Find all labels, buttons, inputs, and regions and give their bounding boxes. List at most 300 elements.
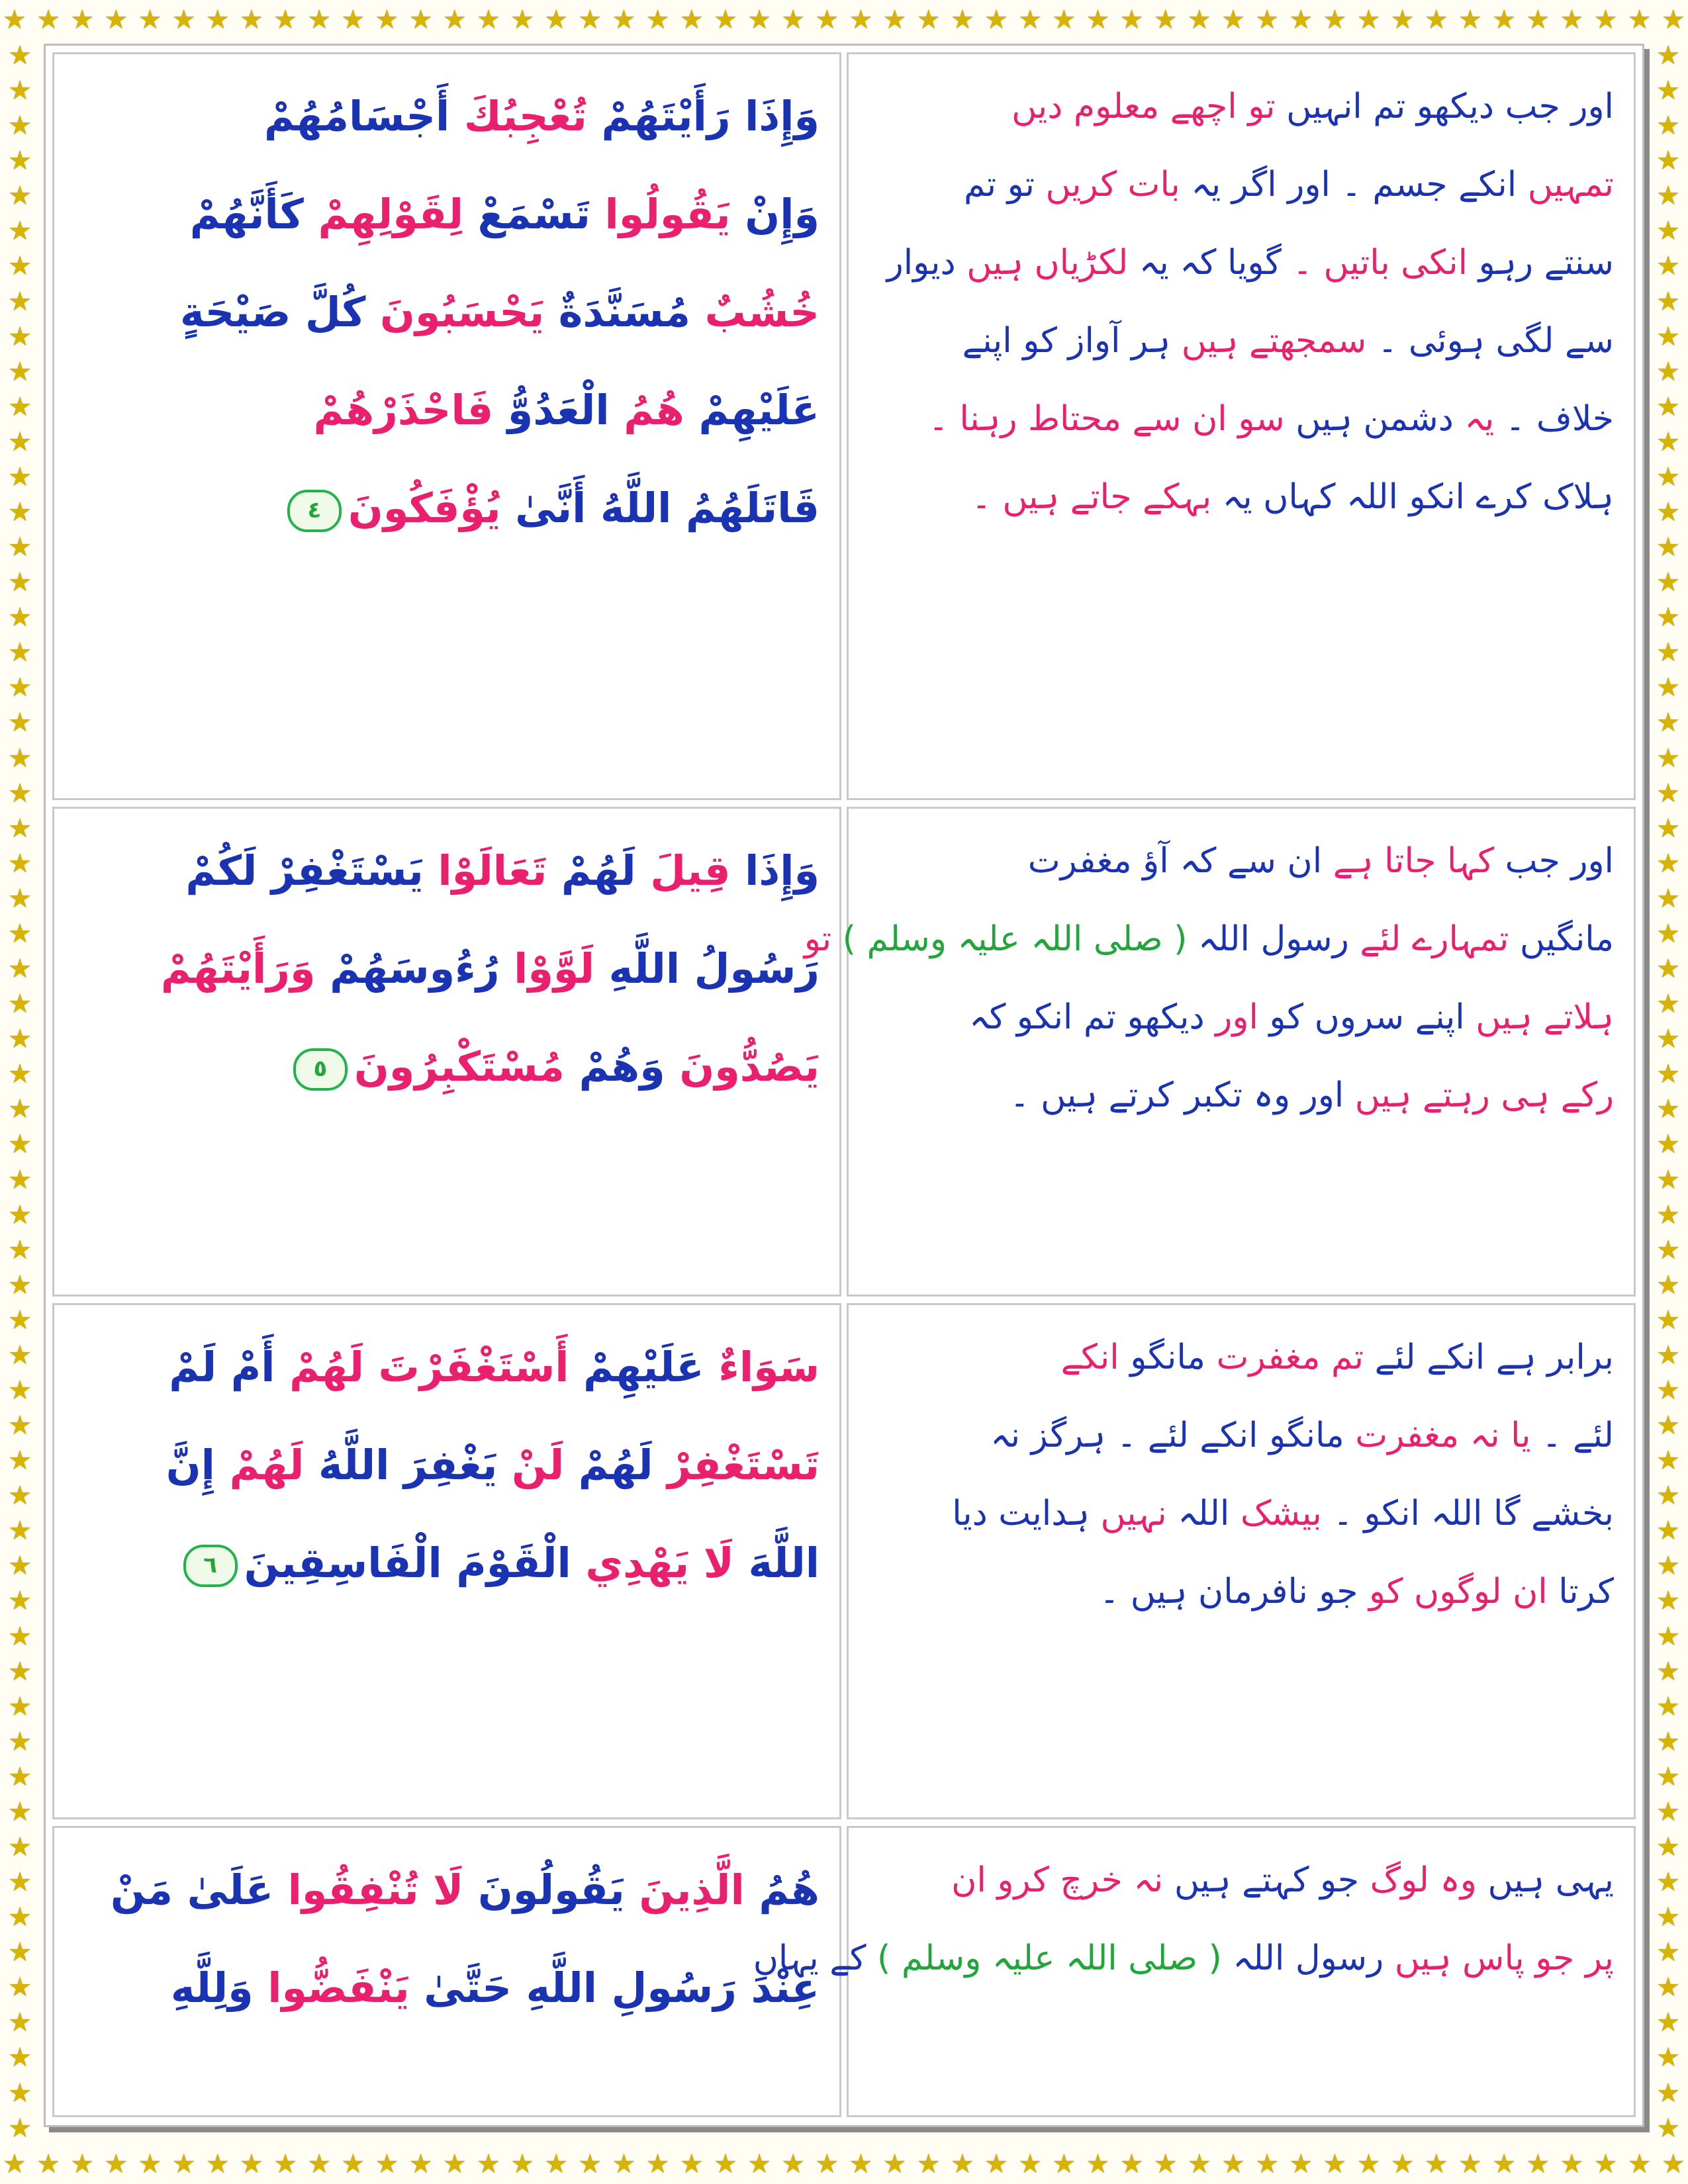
star-icon: ★ xyxy=(8,497,32,528)
text-segment: وَإِنْ xyxy=(745,190,820,238)
star-icon: ★ xyxy=(375,2149,399,2179)
star-icon: ★ xyxy=(713,2149,737,2179)
star-icon: ★ xyxy=(1458,5,1482,35)
star-icon: ★ xyxy=(747,2149,771,2179)
text-segment: رکے ہی رہتے ہیں xyxy=(1354,1075,1614,1115)
star-icon: ★ xyxy=(1526,2149,1550,2179)
star-icon: ★ xyxy=(1656,1480,1680,1512)
star-icon: ★ xyxy=(1656,602,1680,633)
star-icon: ★ xyxy=(8,1480,32,1512)
text-segment: رُءُوسَهُمْ xyxy=(330,944,514,993)
text-segment: حَتَّىٰ xyxy=(424,1964,526,2012)
star-icon: ★ xyxy=(8,532,32,563)
text-segment: اور وہ xyxy=(1253,1075,1355,1115)
star-icon: ★ xyxy=(104,5,128,35)
star-icon: ★ xyxy=(8,567,32,598)
text-segment: اور اگر یہ xyxy=(1191,165,1342,205)
text-segment: رَسُولِ اللَّهِ xyxy=(526,1964,751,2012)
star-icon: ★ xyxy=(8,883,32,914)
text-segment: کہا جاتا ہے xyxy=(1333,841,1505,881)
top-star-border xyxy=(0,0,1688,40)
star-icon: ★ xyxy=(8,918,32,949)
star-icon: ★ xyxy=(8,1129,32,1160)
text-segment: يَحْسَبُونَ xyxy=(380,288,559,336)
star-icon: ★ xyxy=(104,2149,128,2179)
text-segment: يَغْفِرَ اللَّهُ xyxy=(318,1441,512,1489)
star-icon: ★ xyxy=(8,1586,32,1617)
text-segment: تو xyxy=(804,919,843,959)
star-icon: ★ xyxy=(8,813,32,844)
star-icon: ★ xyxy=(8,1691,32,1722)
star-icon: ★ xyxy=(8,461,32,492)
text-segment: مُسَنَّدَةٌ xyxy=(558,288,705,336)
star-icon: ★ xyxy=(1656,813,1680,844)
star-icon: ★ xyxy=(1221,2149,1245,2179)
star-icon: ★ xyxy=(1390,5,1415,35)
text-segment: بخشے گا xyxy=(1493,1494,1614,1533)
star-icon: ★ xyxy=(1656,918,1680,949)
star-icon: ★ xyxy=(1656,2007,1680,2038)
star-icon: ★ xyxy=(273,2149,297,2179)
text-segment: بیشک xyxy=(1240,1494,1333,1533)
star-icon: ★ xyxy=(408,2149,433,2179)
star-icon: ★ xyxy=(1656,1551,1680,1582)
star-icon: ★ xyxy=(1018,2149,1043,2179)
text-segment: جو نافرمان ہیں ۔ xyxy=(1099,1572,1369,1612)
text-segment: انکی باتیں ۔ xyxy=(1292,243,1479,283)
star-icon: ★ xyxy=(408,5,433,35)
text-segment: فَاحْذَرْهُمْ xyxy=(313,386,508,434)
star-icon: ★ xyxy=(1323,5,1347,35)
text-segment: اور جب xyxy=(1505,841,1614,881)
star-icon: ★ xyxy=(612,5,636,35)
star-icon: ★ xyxy=(510,2149,534,2179)
urdu-line xyxy=(868,1056,1614,1134)
star-icon: ★ xyxy=(1086,5,1110,35)
text-segment: انکے xyxy=(1060,1338,1131,1377)
star-icon: ★ xyxy=(8,1304,32,1336)
star-icon: ★ xyxy=(1656,1375,1680,1406)
text-segment: کرتا xyxy=(1558,1572,1614,1612)
arabic-line xyxy=(74,68,820,165)
text-segment: یہی ہیں xyxy=(1487,1860,1614,1900)
text-segment: سو ان سے محتاط رہنا ۔ xyxy=(928,399,1296,439)
text-segment: اور xyxy=(1215,997,1270,1037)
urdu-line xyxy=(868,1396,1614,1475)
star-icon: ★ xyxy=(70,5,95,35)
star-icon: ★ xyxy=(1656,391,1680,422)
star-icon: ★ xyxy=(1656,1269,1680,1300)
star-icon: ★ xyxy=(1052,5,1076,35)
text-segment: إِنَّ xyxy=(165,1441,230,1489)
star-icon: ★ xyxy=(1656,1867,1680,1898)
text-segment: رسول اللہ xyxy=(1233,1938,1395,1978)
star-icon: ★ xyxy=(1661,5,1685,35)
star-icon: ★ xyxy=(8,1375,32,1406)
star-icon: ★ xyxy=(8,1094,32,1125)
text-segment: عَلَيْهِمْ xyxy=(583,1343,719,1391)
star-icon: ★ xyxy=(8,181,32,212)
star-icon: ★ xyxy=(1119,2149,1144,2179)
star-icon: ★ xyxy=(1153,5,1178,35)
text-segment: ان سے xyxy=(1227,841,1333,881)
arabic-cell xyxy=(52,1826,841,2117)
star-icon: ★ xyxy=(3,5,26,35)
star-icon: ★ xyxy=(8,251,32,282)
star-icon: ★ xyxy=(1289,5,1313,35)
star-icon: ★ xyxy=(273,5,297,35)
text-segment: سَوَاءٌ xyxy=(718,1343,820,1391)
star-icon: ★ xyxy=(950,2149,974,2179)
text-segment: الَّذِينَ xyxy=(639,1866,759,1914)
star-icon: ★ xyxy=(1492,2149,1517,2179)
text-segment: یہ xyxy=(1464,399,1505,439)
star-icon: ★ xyxy=(8,1445,32,1477)
star-icon: ★ xyxy=(1356,2149,1381,2179)
star-icon: ★ xyxy=(645,2149,670,2179)
text-segment: مانگو xyxy=(1130,1338,1217,1377)
star-icon: ★ xyxy=(1656,1972,1680,2003)
star-icon: ★ xyxy=(578,2149,602,2179)
star-icon: ★ xyxy=(916,2149,941,2179)
text-segment: مانگیں xyxy=(1519,919,1614,959)
text-segment: تم مغفرت xyxy=(1216,1338,1375,1377)
urdu-line xyxy=(868,380,1614,458)
urdu-line xyxy=(868,822,1614,900)
star-icon: ★ xyxy=(1656,1726,1680,1757)
star-icon: ★ xyxy=(1627,2149,1652,2179)
star-icon: ★ xyxy=(916,5,941,35)
star-icon: ★ xyxy=(36,2149,60,2179)
star-icon: ★ xyxy=(8,1551,32,1582)
star-icon: ★ xyxy=(1656,181,1680,212)
urdu-line xyxy=(868,1475,1614,1553)
star-icon: ★ xyxy=(442,2149,467,2179)
star-icon: ★ xyxy=(1255,2149,1280,2179)
star-icon: ★ xyxy=(1656,1199,1680,1230)
star-icon: ★ xyxy=(8,1796,32,1827)
ayah-number-marker: ٤ xyxy=(287,490,342,532)
star-icon: ★ xyxy=(1018,5,1043,35)
text-segment: پر جو پاس ہیں xyxy=(1394,1938,1614,1978)
text-segment: أَجْسَامُهُمْ xyxy=(264,92,464,140)
text-segment: نہ خرچ کرو ان xyxy=(951,1860,1174,1900)
text-segment: کہاں یہ xyxy=(1222,477,1346,517)
text-segment: دیکھو تم انہیں xyxy=(1286,87,1505,126)
text-segment: وَهُمْ xyxy=(579,1042,680,1091)
star-icon: ★ xyxy=(1656,216,1680,247)
star-icon: ★ xyxy=(8,954,32,985)
star-icon: ★ xyxy=(1492,5,1517,35)
star-icon: ★ xyxy=(8,1024,32,1055)
star-icon: ★ xyxy=(1656,672,1680,704)
urdu-line xyxy=(868,146,1614,224)
text-segment: يَقُولُوا xyxy=(604,190,745,238)
verse-row-2 xyxy=(52,807,1636,1297)
text-segment: وَلِلَّهِ xyxy=(170,1964,268,2012)
text-segment: عَلَيْهِمْ xyxy=(698,386,820,434)
star-icon: ★ xyxy=(8,2042,32,2073)
verse-row-4 xyxy=(52,1826,1636,2117)
star-icon: ★ xyxy=(1656,954,1680,985)
urdu-line xyxy=(868,1841,1614,1919)
text-segment: جو کہتے ہیں xyxy=(1174,1860,1370,1900)
urdu-line xyxy=(868,1553,1614,1631)
text-segment: تو اچھے معلوم دیں xyxy=(1011,87,1287,126)
text-segment: مانگو انکے لئے ۔ xyxy=(1116,1416,1356,1455)
star-icon: ★ xyxy=(341,2149,365,2179)
star-icon: ★ xyxy=(476,2149,500,2179)
text-segment: تکبر کرتے ہیں ۔ xyxy=(1009,1075,1254,1115)
star-icon: ★ xyxy=(1656,1164,1680,1195)
text-segment: الْعَدُوُّ xyxy=(507,386,624,434)
star-icon: ★ xyxy=(8,2007,32,2038)
star-icon: ★ xyxy=(8,1059,32,1090)
text-segment: تَعَالَوْا xyxy=(438,846,561,895)
text-segment: لِقَوْلِهِمْ xyxy=(318,190,478,238)
star-icon: ★ xyxy=(8,2077,32,2109)
star-icon: ★ xyxy=(1656,146,1680,177)
text-segment: الْفَاسِقِينَ xyxy=(244,1539,457,1587)
text-segment: لَهُمْ xyxy=(289,1343,379,1391)
star-icon: ★ xyxy=(8,75,32,107)
star-icon: ★ xyxy=(1661,2149,1685,2179)
star-icon: ★ xyxy=(1187,5,1211,35)
urdu-line xyxy=(868,302,1614,380)
star-icon: ★ xyxy=(1289,2149,1313,2179)
urdu-line xyxy=(868,978,1614,1056)
text-segment: مُسْتَكْبِرُونَ xyxy=(353,1042,579,1091)
star-icon: ★ xyxy=(8,848,32,879)
arabic-line xyxy=(74,822,820,920)
text-segment: خُشُبٌ xyxy=(704,288,820,336)
star-icon: ★ xyxy=(476,5,500,35)
star-icon: ★ xyxy=(1627,5,1652,35)
star-icon: ★ xyxy=(8,602,32,633)
text-segment: ہلاک کرے انکو اللہ xyxy=(1346,477,1614,517)
text-segment: قَاتَلَهُمُ xyxy=(685,484,820,532)
text-segment: ( صلی اللہ علیہ وسلم ) xyxy=(842,919,1198,959)
text-segment: اپنے سروں کو xyxy=(1269,997,1476,1037)
text-segment: ( صلی اللہ علیہ وسلم ) xyxy=(877,1938,1233,1978)
star-icon: ★ xyxy=(307,5,332,35)
star-icon: ★ xyxy=(1593,2149,1618,2179)
star-icon: ★ xyxy=(8,1269,32,1300)
star-icon: ★ xyxy=(1526,5,1550,35)
arabic-cell xyxy=(52,807,841,1297)
text-segment: اور جب xyxy=(1505,87,1614,126)
text-segment: لکڑیاں ہیں xyxy=(966,243,1139,283)
star-icon: ★ xyxy=(1356,5,1381,35)
text-segment: تَسْمَعْ xyxy=(477,190,605,238)
text-segment: اللَّهَ xyxy=(748,1539,820,1587)
star-icon: ★ xyxy=(1656,1234,1680,1265)
verses-board xyxy=(44,44,1644,2127)
text-segment: وَإِذَا رَأَيْتَهُمْ xyxy=(601,92,820,140)
star-icon: ★ xyxy=(645,5,670,35)
star-icon: ★ xyxy=(1187,2149,1211,2179)
star-icon: ★ xyxy=(239,5,263,35)
text-segment: بہکے جاتے ہیں ۔ xyxy=(971,477,1223,517)
star-icon: ★ xyxy=(1221,5,1245,35)
text-segment: لَوَّوْا xyxy=(514,944,609,993)
star-icon: ★ xyxy=(8,1340,32,1371)
star-icon: ★ xyxy=(8,1234,32,1265)
star-icon: ★ xyxy=(747,5,771,35)
text-segment: سنتے رہو xyxy=(1478,243,1614,283)
star-icon: ★ xyxy=(1086,2149,1110,2179)
star-icon: ★ xyxy=(1656,567,1680,598)
star-icon: ★ xyxy=(882,5,907,35)
star-icon: ★ xyxy=(1560,2149,1584,2179)
text-segment: یا نہ xyxy=(1470,1416,1542,1455)
star-icon: ★ xyxy=(1656,1691,1680,1722)
star-icon: ★ xyxy=(815,5,839,35)
star-icon: ★ xyxy=(1656,75,1680,107)
star-icon: ★ xyxy=(205,5,230,35)
star-icon: ★ xyxy=(612,2149,636,2179)
star-icon: ★ xyxy=(1656,1516,1680,1547)
star-icon: ★ xyxy=(510,5,534,35)
star-icon: ★ xyxy=(984,5,1008,35)
text-segment: ہر آواز کو اپنے xyxy=(962,321,1182,361)
text-segment: لَهُمْ xyxy=(578,1441,668,1489)
star-icon: ★ xyxy=(138,2149,162,2179)
arabic-line xyxy=(74,165,820,263)
star-icon: ★ xyxy=(8,672,32,704)
arabic-cell xyxy=(52,52,841,800)
star-icon: ★ xyxy=(1593,5,1618,35)
star-icon: ★ xyxy=(8,1516,32,1547)
text-segment: کے یہاں xyxy=(753,1938,877,1978)
urdu-line xyxy=(868,1318,1614,1396)
star-icon: ★ xyxy=(8,1410,32,1441)
arabic-line xyxy=(74,361,820,459)
text-segment: وہ لوگ xyxy=(1370,1860,1488,1900)
star-icon: ★ xyxy=(3,2149,26,2179)
star-icon: ★ xyxy=(1656,989,1680,1020)
star-icon: ★ xyxy=(1656,1059,1680,1090)
text-segment: يَصُدُّونَ xyxy=(679,1042,820,1091)
star-icon: ★ xyxy=(8,1972,32,2003)
star-icon: ★ xyxy=(1656,1445,1680,1477)
star-icon: ★ xyxy=(341,5,365,35)
star-icon: ★ xyxy=(544,2149,569,2179)
star-icon: ★ xyxy=(8,216,32,247)
text-segment: تَسْتَغْفِرْ xyxy=(667,1441,820,1489)
text-segment: اللہ xyxy=(1178,1494,1241,1533)
star-icon: ★ xyxy=(8,146,32,177)
arabic-line xyxy=(74,1514,820,1612)
text-segment: الْقَوْمَ xyxy=(456,1539,586,1587)
star-icon: ★ xyxy=(1560,5,1584,35)
text-segment: سمجھتے ہیں xyxy=(1181,321,1378,361)
text-segment: لئے ۔ xyxy=(1541,1416,1614,1455)
star-icon: ★ xyxy=(1656,1586,1680,1617)
star-icon: ★ xyxy=(984,2149,1008,2179)
star-icon: ★ xyxy=(1656,1621,1680,1652)
star-icon: ★ xyxy=(1656,1831,1680,1862)
star-icon: ★ xyxy=(8,1164,32,1195)
urdu-line xyxy=(868,458,1614,536)
text-segment: لَهُمْ xyxy=(561,846,651,895)
star-icon: ★ xyxy=(70,2149,95,2179)
star-icon: ★ xyxy=(307,2149,332,2179)
urdu-translation-cell xyxy=(847,1303,1636,1819)
star-icon: ★ xyxy=(1656,743,1680,774)
text-segment: ہلاتے ہیں xyxy=(1476,997,1614,1037)
star-icon: ★ xyxy=(1656,40,1680,71)
text-segment: يُؤْفَكُونَ xyxy=(348,484,516,532)
star-icon: ★ xyxy=(8,1937,32,1968)
star-icon: ★ xyxy=(8,1726,32,1757)
star-icon: ★ xyxy=(1656,2042,1680,2073)
verse-row-3 xyxy=(52,1303,1636,1819)
ayah-number-marker: ٦ xyxy=(183,1545,238,1587)
star-icon: ★ xyxy=(1656,1796,1680,1827)
text-segment: انکے جسم ۔ xyxy=(1341,165,1528,205)
star-icon: ★ xyxy=(1656,1761,1680,1792)
star-icon: ★ xyxy=(1052,2149,1076,2179)
text-segment: انکے لئے xyxy=(1374,1338,1496,1377)
star-icon: ★ xyxy=(1656,356,1680,387)
star-icon: ★ xyxy=(1119,5,1144,35)
star-icon: ★ xyxy=(1656,532,1680,563)
star-icon: ★ xyxy=(1656,426,1680,457)
star-icon: ★ xyxy=(8,40,32,71)
star-icon: ★ xyxy=(8,321,32,352)
star-icon: ★ xyxy=(1323,2149,1347,2179)
star-icon: ★ xyxy=(1656,497,1680,528)
text-segment: يَقُولُونَ xyxy=(477,1866,639,1914)
text-segment: نہیں xyxy=(1100,1494,1178,1533)
star-icon: ★ xyxy=(781,5,806,35)
star-icon: ★ xyxy=(679,5,704,35)
text-segment: عَلَىٰ مَنْ xyxy=(110,1866,288,1914)
star-icon: ★ xyxy=(8,286,32,317)
text-segment: برابر ہے xyxy=(1495,1338,1614,1377)
text-segment: كَأَنَّهُمْ xyxy=(189,190,318,238)
star-icon: ★ xyxy=(8,2113,32,2144)
star-icon: ★ xyxy=(205,2149,230,2179)
star-icon: ★ xyxy=(1458,2149,1482,2179)
text-segment: هُمُ xyxy=(624,386,699,434)
star-icon: ★ xyxy=(239,2149,263,2179)
text-segment: رَسُولُ اللَّهِ xyxy=(608,944,820,993)
text-segment: گویا کہ یہ xyxy=(1139,243,1293,283)
star-icon: ★ xyxy=(1424,2149,1448,2179)
urdu-line xyxy=(868,68,1614,146)
star-icon: ★ xyxy=(1656,286,1680,317)
star-icon: ★ xyxy=(171,5,196,35)
star-icon: ★ xyxy=(1656,883,1680,914)
star-icon: ★ xyxy=(950,5,974,35)
star-icon: ★ xyxy=(1153,2149,1178,2179)
urdu-translation-cell xyxy=(804,807,1636,1297)
star-icon: ★ xyxy=(1656,1656,1680,1687)
star-icon: ★ xyxy=(1656,1094,1680,1125)
text-segment: يَنْفَضُّوا xyxy=(267,1964,424,2012)
star-icon: ★ xyxy=(1390,2149,1415,2179)
urdu-line xyxy=(868,224,1614,302)
star-icon: ★ xyxy=(8,778,32,809)
star-icon: ★ xyxy=(1656,778,1680,809)
star-icon: ★ xyxy=(578,5,602,35)
star-icon: ★ xyxy=(849,5,873,35)
star-icon: ★ xyxy=(375,5,399,35)
text-segment: كُلَّ صَيْحَةٍ xyxy=(179,288,381,336)
star-icon: ★ xyxy=(1656,1902,1680,1933)
